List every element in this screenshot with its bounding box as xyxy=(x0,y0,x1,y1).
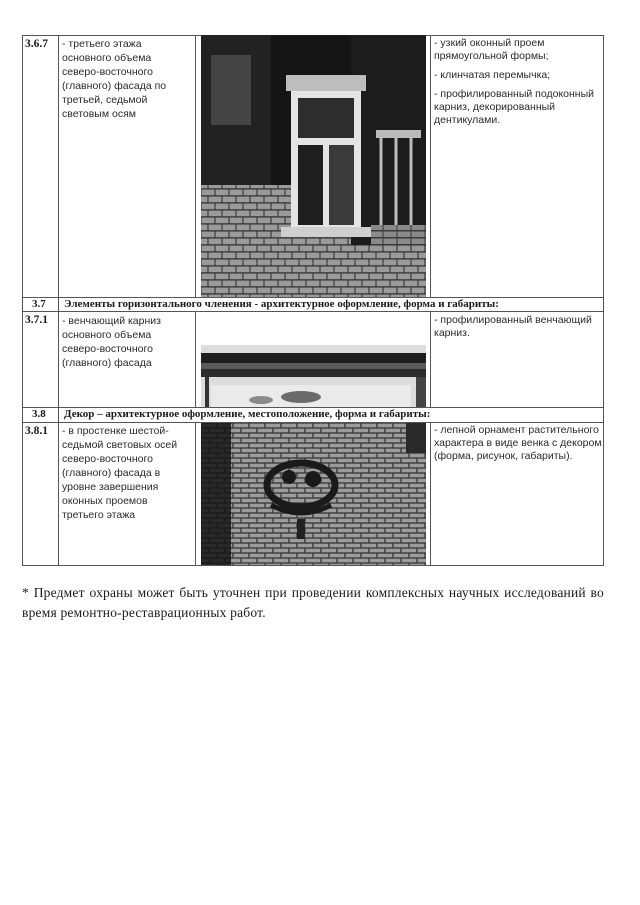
feature-item: - профилированный подоконный карниз, декорированный дентикулами. xyxy=(434,88,595,126)
row-features xyxy=(434,37,602,133)
row-number: 3.8.1 xyxy=(25,425,48,437)
wreath-photo-image xyxy=(201,423,426,565)
col-divider xyxy=(430,422,431,566)
col-divider xyxy=(430,35,431,298)
table-border-bottom xyxy=(22,565,604,566)
col-divider xyxy=(58,297,59,312)
col-divider xyxy=(430,311,431,408)
wreath-photo xyxy=(201,423,426,565)
feature-item: - клинчатая перемычка; xyxy=(434,69,551,81)
window-photo-image xyxy=(201,35,426,297)
col-divider xyxy=(58,422,59,566)
feature-item: - узкий оконный проем прямоугольной формы; xyxy=(434,37,549,62)
row-number: 3.6.7 xyxy=(25,38,48,50)
row-divider xyxy=(22,311,604,312)
section-title: Декор – архитектурное оформление, местоположение, форма и габариты: xyxy=(64,408,431,420)
footnote: * Предмет охраны может быть уточнен при проведении комплексных научных исследований во время ремонтно-реставрационных работ. xyxy=(22,585,604,620)
cornice-photo xyxy=(201,345,426,407)
col-divider xyxy=(58,311,59,408)
row-description: - в простенке шестой-седьмой световых осей северо-восточного (главного) фасада в уровне завершения оконных проемов третьего этажа xyxy=(62,425,178,521)
col-divider xyxy=(58,35,59,298)
cornice-photo-image xyxy=(201,345,426,407)
section-title: Элементы горизонтального членения - архитектурное оформление, форма и габариты: xyxy=(64,298,499,310)
row-features xyxy=(434,424,602,469)
row-description: - третьего этажа основного объема северо-восточного (главного) фасада по третьей, седьмой световым осям xyxy=(62,38,167,120)
feature-item: - лепной орнамент растительного характера в виде венка с декором (форма, рисунок, габариты). xyxy=(434,424,602,462)
table-border-left xyxy=(22,35,23,566)
section-number: 3.7 xyxy=(32,298,46,310)
section-number: 3.8 xyxy=(32,408,46,420)
feature-item: - профилированный венчающий карниз. xyxy=(434,314,592,339)
col-divider xyxy=(195,35,196,298)
row-features xyxy=(434,314,602,346)
row-description: - венчающий карниз основного объема северо-восточного (главного) фасада xyxy=(62,315,161,369)
row-number: 3.7.1 xyxy=(25,314,48,326)
window-photo xyxy=(201,35,426,297)
col-divider xyxy=(195,311,196,408)
col-divider xyxy=(58,407,59,423)
table-border-right xyxy=(603,35,604,566)
protection-table xyxy=(22,35,604,565)
col-divider xyxy=(195,422,196,566)
